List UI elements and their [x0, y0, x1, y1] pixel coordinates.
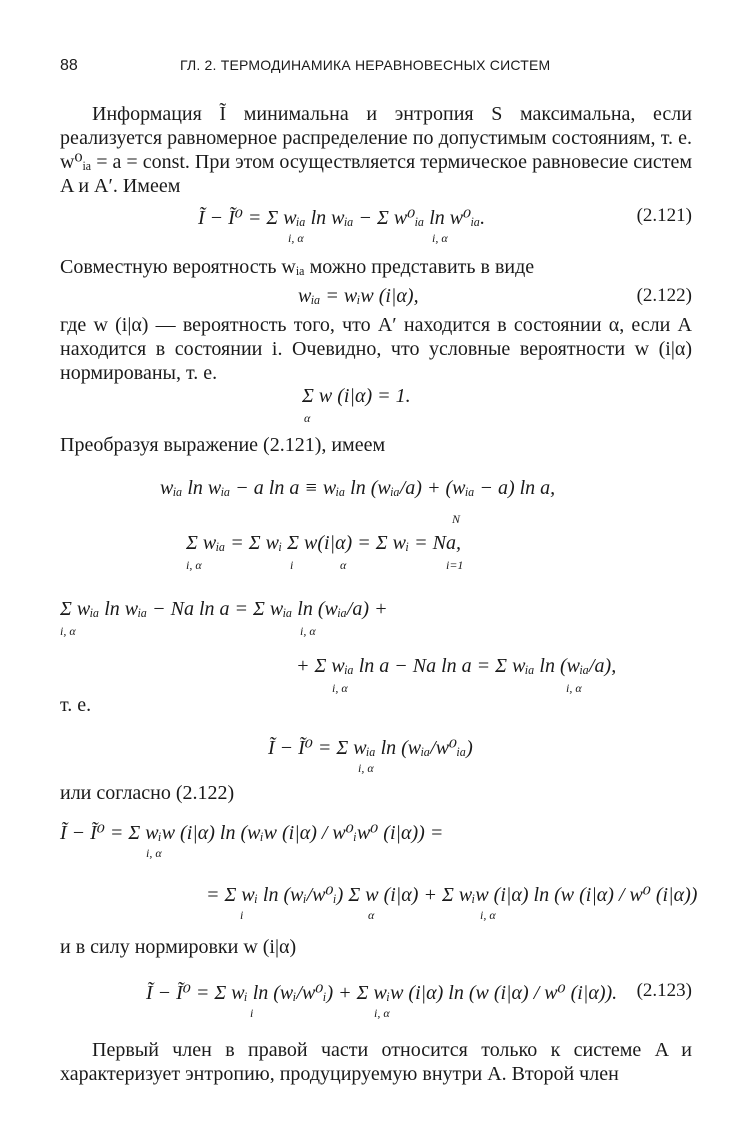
sum-limit: i, α — [60, 624, 76, 638]
equation-2-122-number: (2.122) — [636, 285, 692, 306]
result-1-body: Ĩ − Ĩ⁰ = Σ wᵢₐ ln (wᵢₐ/w⁰ᵢₐ) — [268, 737, 473, 759]
normalization-body: Σ w (i|α) = 1. — [302, 385, 411, 407]
sum-limit: i, α — [374, 1006, 390, 1020]
equation-2-121-number: (2.121) — [636, 205, 692, 226]
sum-limit: i — [290, 558, 294, 572]
sum-limit: i — [240, 908, 244, 922]
sum-limit: α — [368, 908, 375, 922]
result-2a-body: Ĩ − Ĩ⁰ = Σ wᵢw (i|α) ln (wᵢw (i|α) / w⁰ᵢw⁰ (i|α)) = — [60, 822, 444, 844]
sum-limit: i, α — [332, 681, 348, 695]
running-title: ГЛ. 2. ТЕРМОДИНАМИКА НЕРАВНОВЕСНЫХ СИСТЕМ — [180, 57, 551, 73]
equation-2-123-body: Ĩ − Ĩ⁰ = Σ wᵢ ln (wᵢ/w⁰ᵢ) + Σ wᵢw (i|α) ln (w (i|α) / w⁰ (i|α)). — [146, 982, 618, 1004]
paragraph-transform: Преобразуя выражение (2.121), имеем — [60, 434, 386, 456]
step-2-body: Σ wᵢₐ = Σ wᵢ Σ w(i|α) = Σ wᵢ = Na, — [186, 532, 461, 554]
sum-limit: i, α — [480, 908, 496, 922]
paragraph-normalization: и в силу нормировки w (i|α) — [60, 936, 297, 958]
running-header — [60, 57, 690, 81]
step-1-body: wᵢₐ ln wᵢₐ − a ln a ≡ wᵢₐ ln (wᵢₐ/a) + (wᵢₐ − a) ln a, — [160, 477, 556, 499]
sum-limit: α — [304, 411, 311, 425]
step-3a-body: Σ wᵢₐ ln wᵢₐ − Na ln a = Σ wᵢₐ ln (wᵢₐ/a) + — [60, 598, 388, 620]
sum-limit: N — [452, 512, 461, 526]
paragraph-final: Первый член в правой части относится только к системе A и характеризует энтропию, продуцируемую внутри A. Второй член — [60, 1039, 692, 1085]
paragraph-conditional: где w (i|α) — вероятность того, что A′ находится в состоянии α, если A находится в состоянии i. Очевидно, что условные вероятности w (i|α) нормированы, т. е. — [60, 314, 692, 384]
sum-limit: i, α — [186, 558, 202, 572]
paragraph-joint-probability: Совместную вероятность wᵢₐ можно представить в виде — [60, 256, 535, 278]
equation-2-122-body: wᵢₐ = wᵢw (i|α), — [298, 285, 419, 307]
sum-limit: α — [340, 558, 347, 572]
sum-limit: i — [250, 1006, 254, 1020]
paragraph-intro: Информация Ĩ минимальна и энтропия S максимальна, если реализуется равномерное распределение по допустимым состояниям, т. е. w⁰ᵢₐ = a = const. При этом осуществляется термическое равновесие систем A и A′. Имеем — [60, 103, 692, 197]
sum-limit: i, α — [432, 231, 448, 245]
step-3b-body: + Σ wᵢₐ ln a − Na ln a = Σ wᵢₐ ln (wᵢₐ/a), — [296, 655, 617, 677]
equation-2-121-body: Ĩ − Ĩ⁰ = Σ wᵢₐ ln wᵢₐ − Σ w⁰ᵢₐ ln w⁰ᵢₐ. — [198, 207, 486, 229]
paragraph-according: или согласно (2.122) — [60, 782, 235, 804]
equation-2-123-number: (2.123) — [636, 980, 692, 1001]
paragraph-ie: т. е. — [60, 694, 92, 716]
sum-limit: i, α — [146, 846, 162, 860]
sum-limit: i, α — [288, 231, 304, 245]
sum-limit: i=1 — [446, 558, 464, 572]
page-number: 88 — [60, 57, 78, 74]
sum-limit: i, α — [358, 761, 374, 775]
result-2b-body: = Σ wᵢ ln (wᵢ/w⁰ᵢ) Σ w (i|α) + Σ wᵢw (i|α) ln (w (i|α) / w⁰ (i|α)) — [206, 884, 698, 906]
sum-limit: i, α — [300, 624, 316, 638]
sum-limit: i, α — [566, 681, 582, 695]
